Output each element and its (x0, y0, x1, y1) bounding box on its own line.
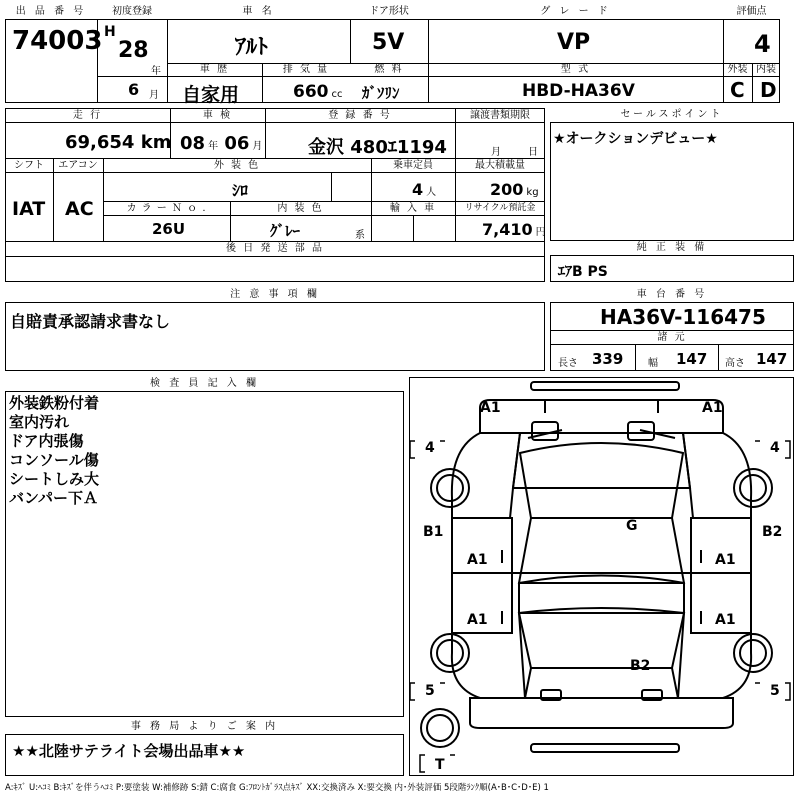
mark-a1-mid-left-1: A1 (467, 552, 488, 568)
ext-label: 外装 (727, 64, 748, 75)
first-reg-label: 初度登録 (97, 5, 167, 20)
mark-a1-top-right: A1 (702, 400, 723, 416)
genuine-label: 純 正 装 備 (550, 241, 794, 256)
later-parts-label: 後 日 発 送 部 品 (226, 243, 324, 254)
inspector-line: コンソール傷 (9, 451, 99, 469)
mileage-label: 走 行 (72, 110, 103, 121)
inspector-notes (9, 394, 99, 508)
inspector-line: シートしみ大 (9, 470, 100, 488)
mark-a1-mid-left-2: A1 (467, 612, 488, 628)
car-name: ｱﾙﾄ (235, 35, 269, 60)
spare-tyre: T (435, 757, 445, 773)
displacement: 660 cc (293, 82, 343, 102)
inspector-line: ドア内張傷 (9, 432, 84, 450)
chassis-number: HA36V-116475 (600, 305, 766, 329)
notes-label: 注 意 事 項 欄 (5, 288, 545, 303)
reg-year: 28 (118, 38, 149, 63)
tyre-rear-right: 5 (770, 683, 780, 699)
inspection-date: 08 年 06 月 (180, 133, 263, 154)
lot-number: 74003 (12, 26, 103, 56)
spec-label: 諸 元 (657, 332, 687, 343)
mark-g: G (626, 518, 638, 534)
legend: A:ｷｽﾞ U:ﾍｺﾐ B:ｷｽﾞを伴うﾍｺﾐ P:要塗装 W:補修跡 S:錆 C:腐食 G:ﾌﾛﾝﾄｶﾞﾗｽ点ｷｽﾞ XX:交換済み X:要交換 内･外装評価 5段階ﾗﾝｸ順(A･B･C･D･E) 1 (5, 783, 549, 793)
load-label: 最大積載量 (475, 160, 525, 171)
capacity-label: 乗車定員 (393, 160, 433, 171)
notes-text: 自賠責承認請求書なし (10, 312, 171, 331)
damage-diagram (409, 377, 794, 776)
int-color-label: 内 装 色 (277, 203, 324, 214)
era: H (104, 24, 116, 40)
body-color: ｼﾛ (232, 181, 249, 200)
transfer-label: 譲渡書類期限 (470, 110, 530, 121)
inspector-line: 外装鉄粉付着 (9, 394, 100, 412)
inspector-line: バンパー下Ａ (9, 489, 98, 507)
max-load: 200 kg (490, 180, 539, 199)
reg-year-unit: 年 (151, 66, 161, 77)
tyre-rear-left: 5 (425, 683, 435, 699)
shift-label: シフト (14, 160, 44, 171)
mark-b2-rear: B2 (630, 658, 651, 674)
displacement-label: 排 気 量 (282, 64, 330, 75)
history-label: 車 歴 (199, 64, 230, 75)
length-label: 長さ (558, 358, 578, 369)
genuine-equipment: ｴｱB PS (558, 264, 608, 280)
import-label: 輸 入 車 (389, 203, 437, 214)
history: 自家用 (182, 84, 240, 106)
door-label: ドア形状 (350, 5, 428, 20)
tyre-front-right: 4 (770, 440, 780, 456)
inspector-line: 室内汚れ (9, 413, 70, 431)
reg-month: 6 (128, 80, 140, 99)
model: HBD-HA36V (522, 81, 635, 101)
mark-b1: B1 (423, 524, 444, 540)
grade: VP (557, 30, 591, 55)
int-color-unit: 系 (355, 230, 365, 241)
capacity: 4 人 (412, 180, 437, 199)
mark-a1-mid-right-2: A1 (715, 612, 736, 628)
width-label: 幅 (648, 358, 658, 369)
mileage: 69,654 km (65, 132, 172, 153)
mark-a1-mid-right-1: A1 (715, 552, 736, 568)
office-label: 事 務 局 よ り ご 案 内 (5, 720, 404, 735)
office-text: ★★北陸サテライト会場出品車★★ (12, 742, 246, 760)
car-outline-diagram (410, 378, 793, 775)
registration-label: 登 録 番 号 (328, 110, 392, 121)
aircon: AC (65, 198, 94, 220)
recycle-label: リサイクル預託金 (464, 203, 536, 213)
length: 339 (592, 350, 624, 368)
color-label: 外 装 色 (213, 160, 261, 171)
sales-point-label: セールスポイント (550, 108, 794, 123)
car-name-label: 車 名 (167, 5, 350, 20)
model-label: 型 式 (560, 64, 591, 75)
registration-number: 金沢 480ｴ1194 (308, 137, 447, 158)
ac-label: エアコン (58, 160, 98, 171)
height: 147 (756, 350, 788, 368)
int-grade: D (760, 78, 777, 102)
color-no-label: カ ラ ー Ｎ ｏ . (126, 203, 207, 214)
chassis-label: 車 台 番 号 (550, 288, 794, 303)
transfer-month: 月 (491, 147, 501, 158)
reg-month-unit: 月 (149, 90, 159, 101)
recycle-fee: 7,410 円 (482, 220, 546, 239)
lot-label: 出 品 番 号 (5, 5, 97, 20)
height-label: 高さ (725, 358, 745, 369)
score-label: 評価点 (723, 5, 780, 20)
color-number: 26U (152, 220, 186, 238)
inspection-label: 車 検 (202, 110, 233, 121)
door-type: 5V (372, 30, 405, 55)
tyre-front-left: 4 (425, 440, 435, 456)
interior-color: ｸﾞﾚｰ (270, 222, 301, 240)
fuel-label: 燃 料 (374, 64, 404, 75)
inspector-label: 検 査 員 記 入 欄 (5, 377, 404, 392)
shift: IAT (12, 198, 46, 220)
int-label: 内装 (756, 64, 776, 75)
width: 147 (676, 350, 708, 368)
ext-grade: C (730, 78, 745, 102)
mark-b2-right: B2 (762, 524, 783, 540)
transfer-day: 日 (528, 147, 538, 158)
grade-label: グ レ ー ド (428, 5, 723, 20)
mark-a1-top-left: A1 (480, 400, 501, 416)
sales-point: ★オークションデビュー★ (553, 131, 718, 147)
fuel: ｶﾞｿﾘﾝ (362, 84, 400, 102)
score: 4 (754, 30, 771, 58)
